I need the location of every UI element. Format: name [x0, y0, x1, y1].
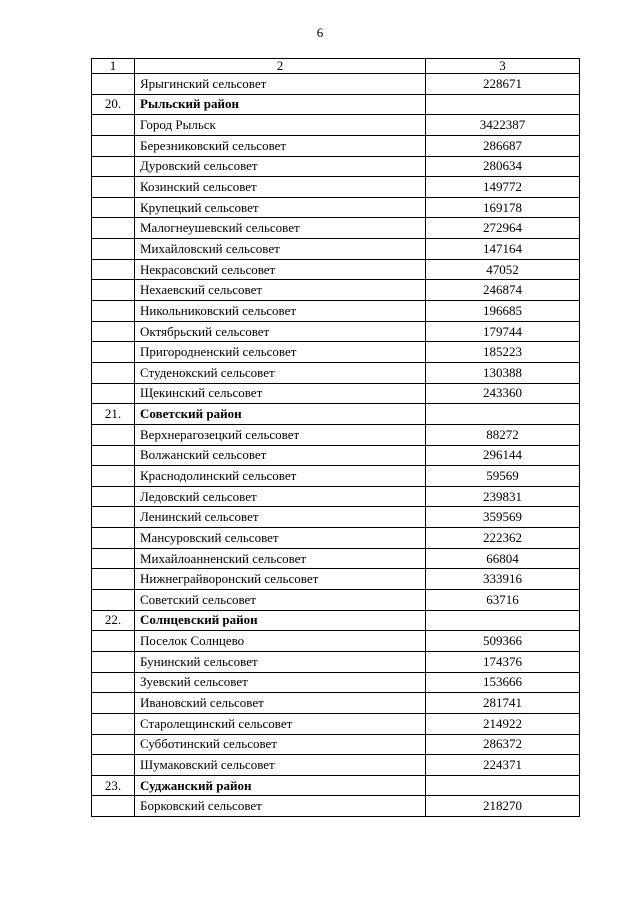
row-value-cell: 63716: [426, 590, 580, 611]
row-value-cell: [426, 404, 580, 425]
row-number-cell: [92, 321, 135, 342]
row-name-cell: Пригородненский сельсовет: [135, 342, 426, 363]
row-name-cell: Советский сельсовет: [135, 590, 426, 611]
table-row: [92, 321, 580, 342]
table-row: [92, 548, 580, 569]
row-name-cell: Краснодолинский сельсовет: [135, 466, 426, 487]
row-name-cell: Советский район: [135, 404, 426, 425]
row-name-cell: Михайловский сельсовет: [135, 239, 426, 260]
table-row: [92, 197, 580, 218]
row-number-cell: [92, 796, 135, 817]
table-row: [92, 651, 580, 672]
row-name-cell: Солнцевский район: [135, 610, 426, 631]
table-row: [92, 672, 580, 693]
table-row: [92, 507, 580, 528]
table-row: [92, 218, 580, 239]
row-value-cell: 509366: [426, 631, 580, 652]
table-row: [92, 466, 580, 487]
row-number-cell: [92, 755, 135, 776]
row-number-cell: [92, 445, 135, 466]
row-number-cell: [92, 734, 135, 755]
row-name-cell: Березниковский сельсовет: [135, 135, 426, 156]
row-value-cell: 214922: [426, 713, 580, 734]
row-value-cell: 3422387: [426, 115, 580, 136]
row-name-cell: Студенокский сельсовет: [135, 362, 426, 383]
row-number-cell: [92, 156, 135, 177]
budget-table: [91, 58, 580, 817]
row-name-cell: Щекинский сельсовет: [135, 383, 426, 404]
row-name-cell: Ледовский сельсовет: [135, 486, 426, 507]
row-value-cell: 47052: [426, 259, 580, 280]
row-number-cell: [92, 693, 135, 714]
row-value-cell: 59569: [426, 466, 580, 487]
table-row: [92, 796, 580, 817]
row-number-cell: [92, 383, 135, 404]
table-row: [92, 135, 580, 156]
row-number-cell: [92, 486, 135, 507]
row-name-cell: Шумаковский сельсовет: [135, 755, 426, 776]
row-number-cell: [92, 631, 135, 652]
row-value-cell: 174376: [426, 651, 580, 672]
table-row: [92, 693, 580, 714]
table-row: [92, 734, 580, 755]
table-header-row: [92, 59, 580, 74]
row-value-cell: 359569: [426, 507, 580, 528]
row-number-cell: [92, 259, 135, 280]
row-number-cell: [92, 713, 135, 734]
row-value-cell: [426, 775, 580, 796]
table-row: [92, 445, 580, 466]
row-name-cell: Суджанский район: [135, 775, 426, 796]
row-number-cell: [92, 239, 135, 260]
row-number-cell: 23.: [92, 775, 135, 796]
row-name-cell: Бунинский сельсовет: [135, 651, 426, 672]
row-name-cell: Город Рыльск: [135, 115, 426, 136]
table-row: [92, 177, 580, 198]
row-value-cell: 196685: [426, 301, 580, 322]
row-name-cell: Крупецкий сельсовет: [135, 197, 426, 218]
row-name-cell: Некрасовский сельсовет: [135, 259, 426, 280]
row-name-cell: Мансуровский сельсовет: [135, 528, 426, 549]
row-value-cell: 272964: [426, 218, 580, 239]
district-row: [92, 94, 580, 115]
row-value-cell: 239831: [426, 486, 580, 507]
row-number-cell: [92, 424, 135, 445]
row-value-cell: 149772: [426, 177, 580, 198]
header-col-2: 2: [135, 59, 426, 74]
table-row: [92, 259, 580, 280]
row-number-cell: [92, 651, 135, 672]
table-body: [92, 59, 580, 817]
row-name-cell: Малогнеушевский сельсовет: [135, 218, 426, 239]
header-col-1: 1: [92, 59, 135, 74]
row-value-cell: 218270: [426, 796, 580, 817]
row-value-cell: [426, 610, 580, 631]
row-name-cell: Ивановский сельсовет: [135, 693, 426, 714]
table-row: [92, 362, 580, 383]
row-value-cell: 153666: [426, 672, 580, 693]
row-number-cell: [92, 280, 135, 301]
table-row: [92, 342, 580, 363]
row-number-cell: [92, 362, 135, 383]
row-name-cell: Никольниковский сельсовет: [135, 301, 426, 322]
table-row: [92, 280, 580, 301]
table-row: [92, 74, 580, 95]
table-row: [92, 239, 580, 260]
table-row: [92, 590, 580, 611]
row-value-cell: 296144: [426, 445, 580, 466]
row-value-cell: 333916: [426, 569, 580, 590]
table-row: [92, 713, 580, 734]
row-name-cell: Субботинский сельсовет: [135, 734, 426, 755]
header-col-3: 3: [426, 59, 580, 74]
row-name-cell: Козинский сельсовет: [135, 177, 426, 198]
row-name-cell: Волжанский сельсовет: [135, 445, 426, 466]
row-number-cell: [92, 115, 135, 136]
row-name-cell: Михайлоанненский сельсовет: [135, 548, 426, 569]
row-value-cell: 147164: [426, 239, 580, 260]
row-number-cell: [92, 590, 135, 611]
row-number-cell: [92, 74, 135, 95]
row-number-cell: [92, 466, 135, 487]
row-value-cell: 179744: [426, 321, 580, 342]
row-name-cell: Борковский сельсовет: [135, 796, 426, 817]
row-value-cell: 228671: [426, 74, 580, 95]
table-row: [92, 486, 580, 507]
table-row: [92, 528, 580, 549]
row-number-cell: [92, 218, 135, 239]
row-value-cell: 281741: [426, 693, 580, 714]
row-name-cell: Дуровский сельсовет: [135, 156, 426, 177]
row-number-cell: [92, 342, 135, 363]
table-row: [92, 383, 580, 404]
page-number: 6: [316, 25, 324, 40]
row-value-cell: 246874: [426, 280, 580, 301]
row-number-cell: 22.: [92, 610, 135, 631]
row-number-cell: 21.: [92, 404, 135, 425]
row-number-cell: [92, 135, 135, 156]
row-number-cell: [92, 569, 135, 590]
row-value-cell: 224371: [426, 755, 580, 776]
row-value-cell: 185223: [426, 342, 580, 363]
row-name-cell: Зуевский сельсовет: [135, 672, 426, 693]
table-row: [92, 755, 580, 776]
row-number-cell: [92, 177, 135, 198]
row-number-cell: 20.: [92, 94, 135, 115]
row-number-cell: [92, 528, 135, 549]
row-value-cell: 280634: [426, 156, 580, 177]
table-row: [92, 424, 580, 445]
table-row: [92, 115, 580, 136]
row-number-cell: [92, 672, 135, 693]
district-row: [92, 404, 580, 425]
row-value-cell: 88272: [426, 424, 580, 445]
table-row: [92, 631, 580, 652]
row-name-cell: Ленинский сельсовет: [135, 507, 426, 528]
row-number-cell: [92, 507, 135, 528]
row-name-cell: Ярыгинский сельсовет: [135, 74, 426, 95]
row-value-cell: 66804: [426, 548, 580, 569]
table-row: [92, 301, 580, 322]
row-name-cell: Рыльский район: [135, 94, 426, 115]
row-name-cell: Верхнерагозецкий сельсовет: [135, 424, 426, 445]
row-name-cell: Нехаевский сельсовет: [135, 280, 426, 301]
row-value-cell: 222362: [426, 528, 580, 549]
table-row: [92, 156, 580, 177]
row-value-cell: 286372: [426, 734, 580, 755]
row-number-cell: [92, 301, 135, 322]
row-value-cell: 286687: [426, 135, 580, 156]
row-name-cell: Нижнеграйворонский сельсовет: [135, 569, 426, 590]
row-value-cell: 169178: [426, 197, 580, 218]
row-name-cell: Старолещинский сельсовет: [135, 713, 426, 734]
row-value-cell: 130388: [426, 362, 580, 383]
row-value-cell: 243360: [426, 383, 580, 404]
district-row: [92, 610, 580, 631]
row-number-cell: [92, 197, 135, 218]
table-row: [92, 569, 580, 590]
row-value-cell: [426, 94, 580, 115]
row-number-cell: [92, 548, 135, 569]
district-row: [92, 775, 580, 796]
row-name-cell: Поселок Солнцево: [135, 631, 426, 652]
row-name-cell: Октябрьский сельсовет: [135, 321, 426, 342]
